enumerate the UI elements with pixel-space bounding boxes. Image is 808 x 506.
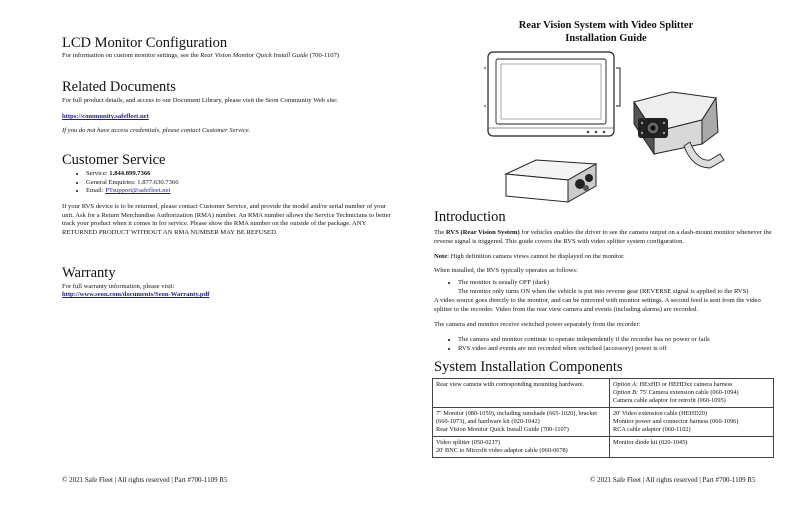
document-title <box>404 20 808 45</box>
intro-p1: The RVS (Rear Vision System) for vehicles enables the driver to see the camera output on a dash-mount monitor whenever the reverse signal is triggered. This guide covers the RVS with video splitter system configuration. <box>434 229 772 245</box>
warranty-heading: Warranty <box>62 265 116 281</box>
warranty-text: For full warranty information, please visit: <box>62 283 175 290</box>
service-list <box>66 170 386 196</box>
lcd-text: For information on custom monitor settings, see the Rear Vision Monitor Quick Install Guide (700-1107) <box>62 52 340 59</box>
components-heading: System Installation Components <box>434 359 623 375</box>
intro-p4: The camera and monitor receive switched power separately from the recorder: <box>434 321 641 328</box>
table-row <box>433 379 774 408</box>
table-cell: 7" Monitor (080-1059), including sunshade (665-1020), bracket (660-1073), and hardware kit (020-1042) Rear Vision Monitor Quick Install Guide (700-1107) <box>433 408 610 437</box>
right-footer: © 2021 Safe Fleet | All rights reserved | Part #700-1109 R5 <box>590 476 756 484</box>
table-cell: Video splitter (050-0217) 20' BNC to Microfit video adaptor cable (060-0678) <box>433 437 610 458</box>
monitor-image <box>484 52 620 136</box>
splitter-image <box>506 160 596 202</box>
power-bullet-2: • RVS video and events are not recorded when switched (accessory) power is off <box>458 345 798 354</box>
product-illustration <box>484 46 784 206</box>
service-phone: • Service: 1.844.899.7366 <box>86 170 386 179</box>
intro-note: Note: High definition camera views cannot be displayed on the monitor. <box>434 253 625 260</box>
intro-heading: Introduction <box>434 209 506 225</box>
service-general: • General Enquiries: 1.877.630.7366 <box>86 179 386 188</box>
components-table <box>432 378 774 458</box>
intro-p2: When installed, the RVS typically operates as follows: <box>434 267 578 274</box>
lcd-heading: LCD Monitor Configuration <box>62 35 228 51</box>
intro-p3: A video source goes directly to the monitor, and can be mirrored with monitor settings. A second feed is sent from the video splitter to the recorder. Video from the rear view camera and events (including alarms) are recorded. <box>434 297 761 313</box>
warranty-link-line <box>62 291 209 300</box>
related-note: If you do not have access credentials, please contact Customer Service. <box>62 127 251 134</box>
power-bullets <box>438 336 798 353</box>
table-row <box>433 408 774 437</box>
table-cell: 20' Video extension cable (HEHD20) Monitor power and connector harness (060-1096) RCA cable adaptor (060-1102) <box>610 408 774 437</box>
title-line-2: Installation Guide <box>565 32 647 44</box>
table-cell: Monitor diode kit (020-1045) <box>610 437 774 458</box>
table-row <box>433 437 774 458</box>
service-heading: Customer Service <box>62 152 166 168</box>
related-heading: Related Documents <box>62 79 176 95</box>
warranty-link[interactable]: http://www.seon.com/documents/Seon-Warranty.pdf <box>62 291 210 298</box>
power-bullet-1: • The camera and monitor continue to operate independently if the recorder has no power or fails <box>458 336 798 345</box>
camera-image <box>634 92 724 168</box>
title-line-1: Rear Vision System with Video Splitter <box>518 20 694 31</box>
service-email: • Email: PTsupport@safefleet.net <box>86 187 386 196</box>
community-link[interactable]: https://community.safefleet.net <box>62 113 149 120</box>
intro-bullet: • The monitor is usually OFF (dark) The monitor only turns ON when the vehicle is put into reverse gear (REVERSE signal is applied to the RVS) <box>458 279 798 296</box>
left-footer: © 2021 Safe Fleet | All rights reserved | Part #700-1109 R5 <box>62 476 228 484</box>
intro-bullets <box>438 279 798 296</box>
related-text: For full product details, and access to our Document Library, please visit the Seon Community Web site: <box>62 97 338 104</box>
service-paragraph: If your RVS device is to be returned, please contact Customer Service, and provide the model and/or serial number of your unit. Ask for a Return Merchandise Authorization (RMA) number. An RMA number allows the Service Technicians to better track your product when it comes in for service. Please show the RMA number on the outside of the package. ANY RETURNED PRODUCT WITHOUT AN RMA NUMBER MAY BE REFUSED. <box>62 203 391 236</box>
related-link-line <box>62 113 149 122</box>
table-cell: Option A: HExHD or HEHDxx camera harness Option B: 75' Camera extension cable (060-1094) Camera cable adaptor for retrofit (060-1095) <box>610 379 774 408</box>
support-email-link[interactable]: PTsupport@safefleet.net <box>105 187 171 195</box>
table-cell: Rear view camera with corresponding mounting hardware. <box>433 379 610 408</box>
right-page <box>404 0 808 506</box>
